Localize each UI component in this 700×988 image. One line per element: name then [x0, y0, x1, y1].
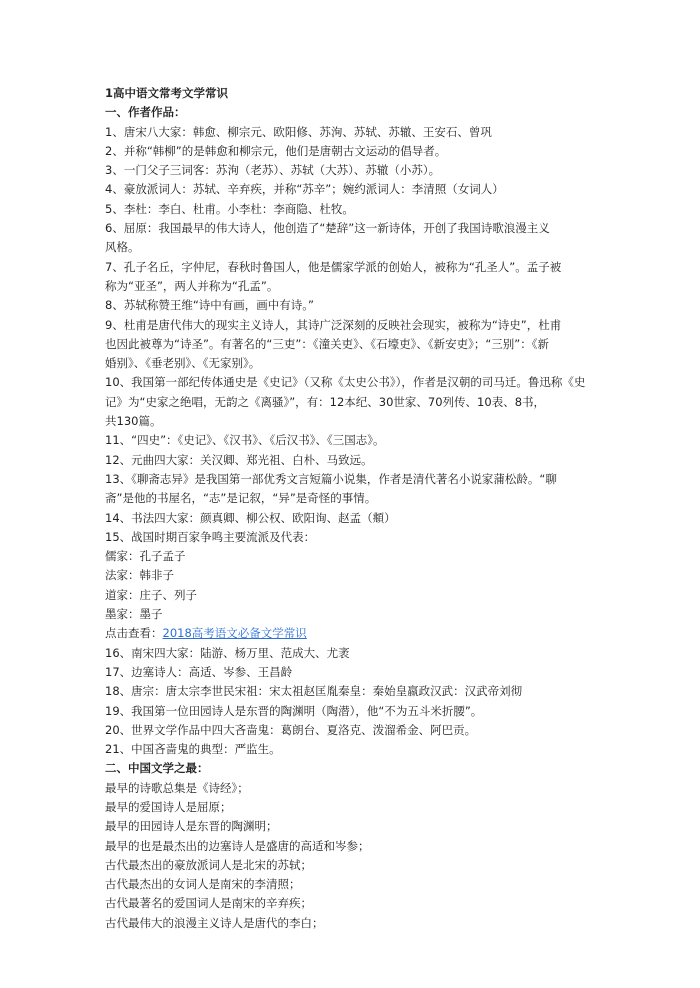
list-item: 1、唐宋八大家：韩愈、柳宗元、欧阳修、苏洵、苏轼、苏辙、王安石、曾巩	[105, 124, 492, 139]
list-item: 5、李杜：李白、杜甫。小李杜：李商隐、杜牧。	[105, 201, 354, 216]
authors-works-list-continued	[105, 644, 605, 760]
list-item: 8、苏轼称赞王维“诗中有画，画中有诗。”	[105, 298, 314, 313]
list-item: 4、豪放派词人：苏轼、辛弃疾，并称“苏辛”；婉约派词人：李清照（女词人）	[105, 182, 504, 197]
list-item: 3、一门父子三词客：苏洵（老苏）、苏轼（大苏）、苏辙（小苏）。	[105, 163, 441, 178]
list-item: 7、孔子名丘，字仲尼，春秋时鲁国人，他是儒家学派的创始人，被称为“孔圣人”。孟子被	[105, 259, 562, 274]
list-item: 6、屈原：我国最早的伟大诗人，他创造了“楚辞”这一新诗体，开创了我国诗歌浪漫主义	[105, 221, 550, 236]
document-title: 1高中语文常考文学常识	[105, 86, 229, 100]
list-item: 18、唐宗：唐太宗李世民宋祖：宋太祖赵匡胤秦皇：秦始皇嬴政汉武：汉武帝刘彻	[105, 684, 523, 699]
list-item: 16、南宋四大家：陆游、杨万里、范成大、尤袤	[105, 645, 350, 660]
list-item: 也因此被尊为“诗圣”。有著名的“三吏”：《潼关吏》、《石壕吏》、《新安吏》；“三别”：《新	[105, 336, 549, 351]
list-item: 最早的田园诗人是东晋的陶渊明；	[105, 819, 278, 834]
list-item: 21、中国吝啬鬼的典型：严监生。	[105, 742, 281, 757]
list-item: 古代最杰出的豪放派词人是北宋的苏轼；	[105, 857, 312, 872]
list-item: 最早的诗歌总集是《诗经》；	[105, 780, 249, 795]
list-item: 19、我国第一位田园诗人是东晋的陶渊明（陶潜），他“不为五斗米折腰”。	[105, 703, 483, 718]
list-item: 古代最著名的爱国词人是南宋的辛弃疾；	[105, 896, 312, 911]
list-item: 共130篇。	[105, 414, 162, 429]
list-item: 斋”是他的书屋名，“志”是记叙，“异”是奇怪的事情。	[105, 491, 377, 506]
list-item: 法家：韩非子	[105, 568, 174, 583]
article-link[interactable]: 2018高考语文必备文学常识	[162, 626, 307, 641]
section-heading-chinese-literature-firsts: 二、中国文学之最：	[105, 761, 209, 776]
list-item: 风格。	[105, 240, 140, 255]
list-item: 最早的也是最杰出的边塞诗人是盛唐的高适和岑参；	[105, 838, 370, 853]
list-item: 13、《聊斋志异》是我国第一部优秀文言短篇小说集，作者是清代著名小说家蒲松龄。“聊	[105, 471, 557, 486]
literature-firsts-list	[105, 779, 605, 933]
list-item: 10、我国第一部纪传体通史是《史记》（又称《太史公书》），作者是汉朝的司马迁。鲁迅称《史	[105, 375, 586, 390]
list-item: 11、“四史”：《史记》、《汉书》、《后汉书》、《三国志》。	[105, 433, 385, 448]
list-item: 称为“亚圣”，两人并称为“孔孟”。	[105, 278, 279, 293]
list-item: 记》为“史家之绝唱，无韵之《离骚》”，有：12本纪、30世家、70列传、10表、8书，	[105, 394, 546, 409]
list-item: 15、战国时期百家争鸣主要流派及代表：	[105, 529, 316, 544]
list-item: 古代最杰出的女词人是南宋的李清照；	[105, 877, 301, 892]
list-item: 17、边塞诗人：高适、岑参、王昌龄	[105, 664, 293, 679]
list-item: 墨家：墨子	[105, 607, 163, 622]
list-item: 婚别》、《垂老别》、《无家别》。	[105, 356, 261, 371]
list-item: 20、世界文学作品中四大吝啬鬼：葛朗台、夏洛克、泼溜希金、阿巴贡。	[105, 722, 477, 737]
link-prefix: 点击查看：	[105, 626, 163, 641]
document-page	[105, 84, 605, 933]
list-item: 12、元曲四大家：关汉卿、郑光祖、白朴、马致远。	[105, 452, 373, 467]
list-item: 古代最伟大的浪漫主义诗人是唐代的李白；	[105, 915, 324, 930]
list-item: 道家：庄子、列子	[105, 587, 197, 602]
section-heading-authors-works: 一、作者作品：	[105, 105, 186, 120]
list-item: 儒家：孔子孟子	[105, 549, 186, 564]
authors-works-list	[105, 123, 605, 625]
list-item: 2、并称“韩柳”的是韩愈和柳宗元，他们是唐朝古文运动的倡导者。	[105, 143, 447, 158]
link-line	[105, 624, 605, 643]
list-item: 最早的爱国诗人是屈原；	[105, 799, 232, 814]
list-item: 14、书法四大家：颜真卿、柳公权、欧阳询、赵孟（頫）	[105, 510, 396, 525]
list-item: 9、杜甫是唐代伟大的现实主义诗人，其诗广泛深刻的反映社会现实，被称为“诗史”，杜甫	[105, 317, 562, 332]
